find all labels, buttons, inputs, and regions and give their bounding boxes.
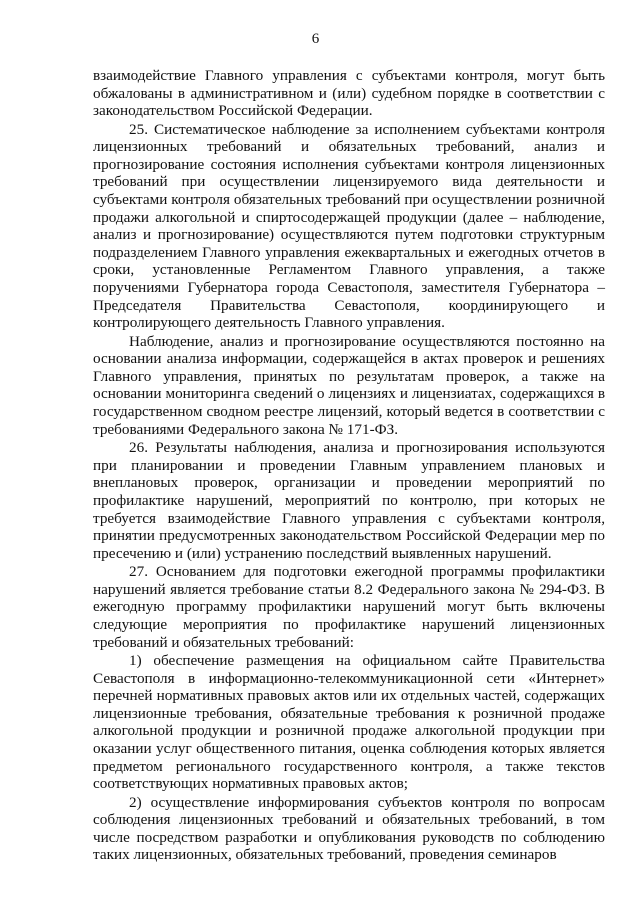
paragraph-subitem-2: 2) осуществление информирования субъектов контроля по вопросам соблюдения лицензионных требований и обязательных требований, в том числе посредством разработки и опубликования руководств по соблюдению таких лицензионных, обязательных требований, проведения семинаров — [93, 793, 605, 864]
page-number: 6 — [311, 31, 320, 47]
paragraph-continuation: взаимодействие Главного управления с субъектами контроля, могут быть обжалованы в административном и (или) судебном порядке в соответствии с законодательством Российской Федерации. — [93, 67, 605, 120]
paragraph-item-26: 26. Результаты наблюдения, анализа и прогнозирования используются при планировании и проведении Главным управлением плановых и внеплановых проверок, организации и проведении мероприятий по профилактике нарушений, мероприятий по контролю, при которых не требуется взаимодействие Главного управления с субъектами контроля, принятии предусмотренных законодательством Российской Федерации мер по пресечению и (или) устранению последствий выявленных нарушений. — [93, 439, 605, 562]
paragraph-item-25: 25. Систематическое наблюдение за исполнением субъектами контроля лицензионных требований и обязательных требований, анализ и прогнозирование состояния исполнения субъектами контроля лицензионных требований при осуществлении лицензируемого вида деятельности и субъектами контроля обязательных требований при осуществлении розничной продажи алкогольной и спиртосодержащей продукции (далее – наблюдение, анализ и прогнозирование) осуществляются путем подготовки структурным подразделением Главного управления ежеквартальных и ежегодных отчетов в сроки, установленные Регламентом Главного управления, а также поручениями Губернатора города Севастополя, заместителя Губернатора – Председателя Правительства Севастополя, координирующего и контролирующего деятельность Главного управления. — [93, 120, 605, 332]
paragraph-item-27: 27. Основанием для подготовки ежегодной программы профилактики нарушений является требование статьи 8.2 Федерального закона № 294-ФЗ. В ежегодную программу профилактики нарушений могут быть включены следующие мероприятия по профилактике нарушений лицензионных требований и обязательных требований: — [93, 563, 605, 651]
paragraph-subitem-1: 1) обеспечение размещения на официальном сайте Правительства Севастополя в информационно-телекоммуникационной сети «Интернет» перечней нормативных правовых актов или их отдельных частей, содержащих лицензионные требования, обязательные требования к розничной продаже алкогольной продукции и розничной продаже алкогольной продукции при оказании услуг общественного питания, оценка соблюдения которых является предметом регионального государственного контроля, а также текстов соответствующих нормативных правовых актов; — [93, 652, 605, 793]
document-body — [93, 67, 605, 864]
paragraph-monitoring: Наблюдение, анализ и прогнозирование осуществляются постоянно на основании анализа информации, содержащейся в актах проверок и решениях Главного управления, принятых по результатам проверок, а также на основании мониторинга сведений о лицензиях и лицензиатах, содержащихся в государственном сводном реестре лицензий, который ведется в соответствии с требованиями Федерального закона № 171-ФЗ. — [93, 332, 605, 438]
